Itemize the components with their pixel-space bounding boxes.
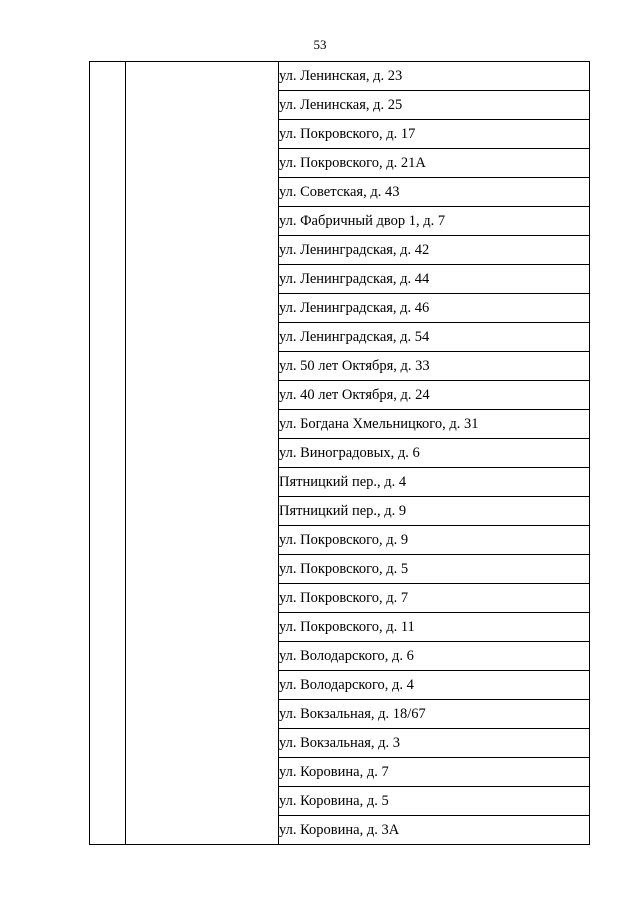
address-cell: ул. Покровского, д. 7 — [279, 584, 590, 613]
address-cell: ул. 40 лет Октября, д. 24 — [279, 381, 590, 410]
address-cell: ул. Коровина, д. 5 — [279, 787, 590, 816]
address-cell: ул. Вокзальная, д. 3 — [279, 729, 590, 758]
address-cell: ул. Ленинская, д. 23 — [279, 62, 590, 91]
address-cell: Пятницкий пер., д. 9 — [279, 497, 590, 526]
address-cell: ул. Богдана Хмельницкого, д. 31 — [279, 410, 590, 439]
address-cell: ул. Покровского, д. 17 — [279, 120, 590, 149]
address-cell: ул. Вокзальная, д. 18/67 — [279, 700, 590, 729]
address-cell: ул. Ленинградская, д. 46 — [279, 294, 590, 323]
address-cell: ул. Советская, д. 43 — [279, 178, 590, 207]
address-cell: ул. Покровского, д. 9 — [279, 526, 590, 555]
address-cell: ул. Володарского, д. 4 — [279, 671, 590, 700]
address-cell: Пятницкий пер., д. 4 — [279, 468, 590, 497]
address-table — [89, 61, 590, 845]
address-cell: ул. Коровина, д. 3А — [279, 816, 590, 845]
address-cell: ул. Володарского, д. 6 — [279, 642, 590, 671]
address-cell: ул. Ленинградская, д. 42 — [279, 236, 590, 265]
address-cell: ул. Ленинская, д. 25 — [279, 91, 590, 120]
address-cell: ул. Покровского, д. 21А — [279, 149, 590, 178]
address-cell: ул. Ленинградская, д. 54 — [279, 323, 590, 352]
address-cell: ул. Покровского, д. 5 — [279, 555, 590, 584]
address-cell: ул. Коровина, д. 7 — [279, 758, 590, 787]
address-cell: ул. Покровского, д. 11 — [279, 613, 590, 642]
address-cell: ул. 50 лет Октября, д. 33 — [279, 352, 590, 381]
address-cell: ул. Виноградовых, д. 6 — [279, 439, 590, 468]
address-cell: ул. Ленинградская, д. 44 — [279, 265, 590, 294]
address-table-body — [90, 62, 590, 845]
table-row — [90, 62, 590, 91]
empty-number-cell — [90, 62, 126, 845]
page-number: 53 — [313, 37, 327, 52]
address-cell: ул. Фабричный двор 1, д. 7 — [279, 207, 590, 236]
empty-name-cell — [126, 62, 279, 845]
